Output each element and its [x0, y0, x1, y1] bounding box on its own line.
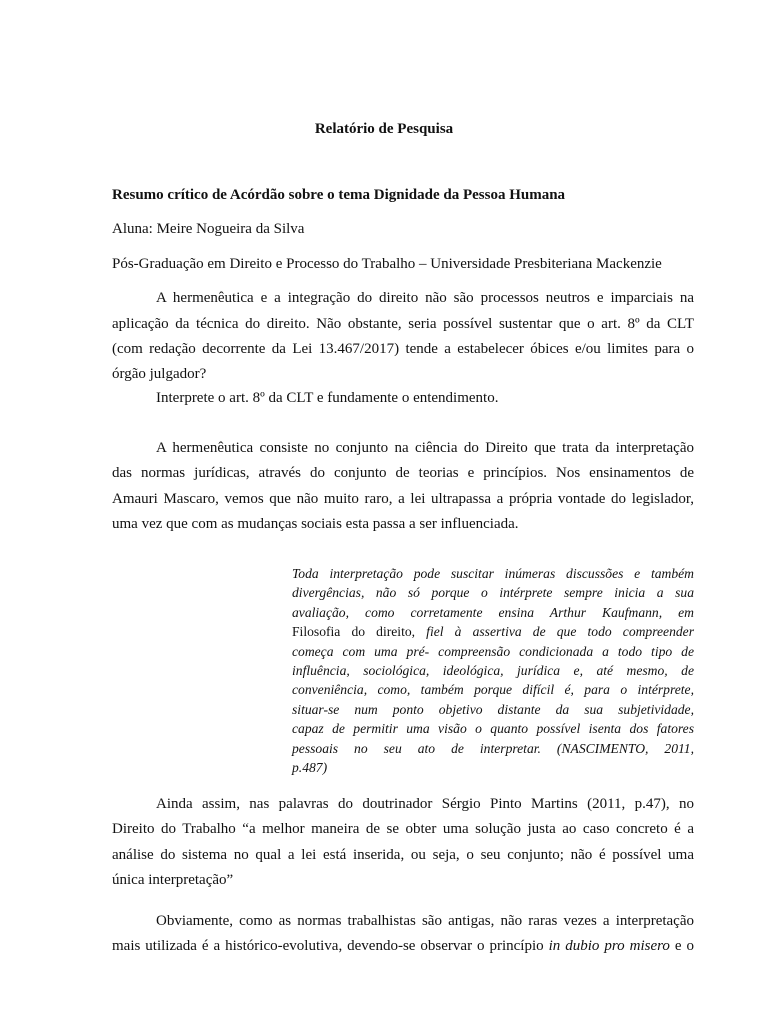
- quote-line: capaz de permitir uma visão o quanto possível isenta dos fatores: [292, 721, 694, 736]
- quote-line: influência, sociológica, ideológica, jurídica e, até mesmo, de: [292, 663, 694, 678]
- question-line: órgão julgador?: [112, 366, 207, 382]
- document-subtitle: Resumo crítico de Acórdão sobre o tema Dignidade da Pessoa Humana: [112, 187, 566, 203]
- paragraph-line: única interpretação”: [112, 872, 234, 888]
- quote-line: pessoais no seu ato de interpretar. (NASCIMENTO, 2011,: [292, 741, 694, 756]
- question-line: aplicação da técnica do direito. Não obstante, seria possível sustentar que o art. 8º da CLT: [112, 316, 694, 332]
- question-line: A hermenêutica e a integração do direito não são processos neutros e imparciais na: [156, 290, 694, 306]
- quote-book-title: Filosofia do direito,: [292, 624, 416, 639]
- quote-line-rest: fiel à assertiva de que todo compreender: [415, 624, 695, 639]
- document-title: Relatório de Pesquisa: [314, 121, 454, 137]
- paragraph-line: análise do sistema no qual a lei está inserida, ou seja, o seu conjunto; não é possível uma: [112, 847, 694, 863]
- quote-line: [292, 623, 694, 641]
- quote-citation: p.487): [292, 760, 328, 775]
- quote-line: avaliação, como corretamente ensina Arthur Kaufmann, em: [292, 605, 694, 620]
- latin-principle: in dubio pro misero: [548, 938, 670, 954]
- course-name: Pós-Graduação em Direito e Processo do Trabalho – Universidade Presbiteriana Mackenzie: [112, 256, 662, 272]
- quote-line: Toda interpretação pode suscitar inúmeras discussões e também: [292, 566, 694, 581]
- paragraph-line: Amauri Mascaro, vemos que não muito raro, a lei ultrapassa a própria vontade do legislador,: [112, 491, 694, 507]
- quote-line: divergências, não só porque o intérprete sempre inicia a sua: [292, 585, 694, 600]
- paragraph-line: uma vez que com as mudanças sociais esta passa a ser influenciada.: [112, 516, 519, 532]
- paragraph-text: mais utilizada é a histórico-evolutiva, devendo-se observar o princípio: [112, 938, 549, 954]
- student-name: Aluna: Meire Nogueira da Silva: [112, 221, 305, 237]
- quote-line: começa com uma pré- compreensão condicionada a todo tipo de: [292, 644, 694, 659]
- paragraph-line: [112, 937, 694, 955]
- paragraph-text: e o: [669, 938, 694, 954]
- paragraph-line: Obviamente, como as normas trabalhistas são antigas, não raras vezes a interpretação: [156, 913, 694, 929]
- quote-line: conveniência, como, também porque difícil é, para o intérprete,: [292, 682, 694, 697]
- paragraph-line: Direito do Trabalho “a melhor maneira de se obter uma solução justa ao caso concreto é a: [112, 821, 694, 837]
- paragraph-line: Ainda assim, nas palavras do doutrinador Sérgio Pinto Martins (2011, p.47), no: [156, 796, 694, 812]
- quote-line: situar-se num ponto objetivo distante da sua subjetividade,: [292, 702, 694, 717]
- paragraph-line: das normas jurídicas, através do conjunto de teorias e princípios. Nos ensinamentos de: [112, 465, 694, 481]
- question-instruction: Interprete o art. 8º da CLT e fundamente o entendimento.: [156, 390, 499, 406]
- question-line: (com redação decorrente da Lei 13.467/2017) tende a estabelecer óbices e/ou limites para o: [112, 341, 694, 357]
- paragraph-line: A hermenêutica consiste no conjunto na ciência do Direito que trata da interpretação: [156, 440, 694, 456]
